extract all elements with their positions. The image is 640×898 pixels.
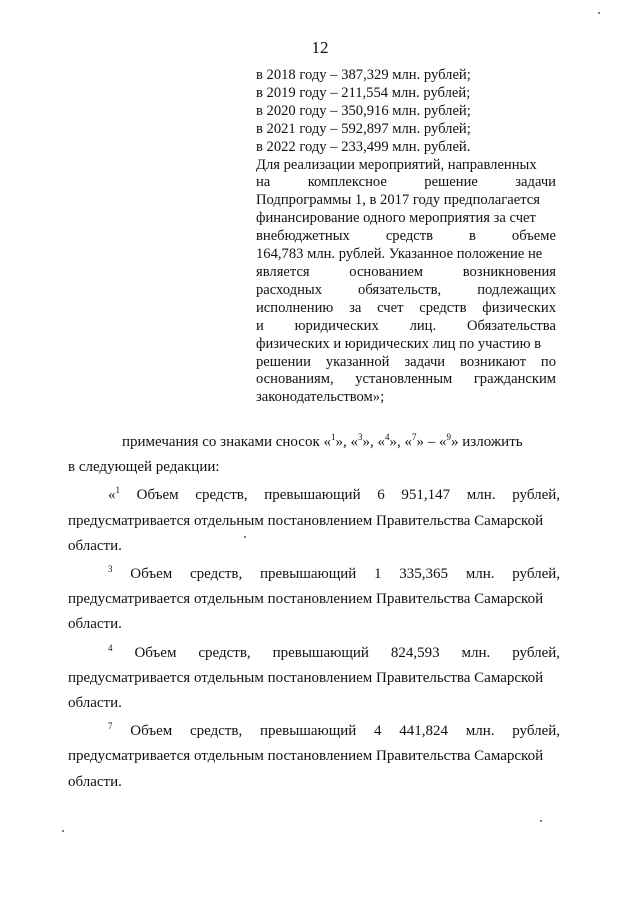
notes-intro-line: в следующей редакции: [68, 459, 220, 476]
footnote-line: области. [68, 537, 122, 554]
paragraph-line: физических и юридических лиц по участию в [256, 335, 542, 352]
paragraph-line: основаниям, установленным гражданским [256, 371, 556, 388]
funding-year-line: в 2020 году – 350,916 млн. рублей; [256, 102, 471, 119]
footnote-line: предусматривается отдельным постановлением Правительства Самарской [68, 748, 544, 765]
funding-year-line: в 2018 году – 387,329 млн. рублей; [256, 67, 471, 83]
footnote-mark: 1 [115, 485, 120, 496]
footnote-line: $^3$ Объем средств, превышающий 1 335,365 млн. рублей, [108, 564, 561, 583]
scan-speck [598, 12, 600, 14]
scan-speck [62, 830, 64, 832]
paragraph-line: внебюджетных средств в объеме [256, 228, 556, 245]
funding-year-line: в 2022 году – 233,499 млн. рублей. [256, 138, 471, 155]
paragraph-line: решении указанной задачи возникают по [256, 353, 556, 370]
paragraph-line: расходных обязательств, подлежащих [256, 281, 556, 298]
paragraph-line: исполнению за счет средств физических [256, 299, 556, 316]
funding-year-line: в 2019 году – 211,554 млн. рублей; [256, 84, 471, 101]
scan-speck [244, 536, 246, 538]
footnote-mark: 7 [108, 721, 113, 732]
paragraph-line: финансирование одного мероприятия за счет [256, 210, 536, 227]
footnote [68, 483, 560, 559]
main-text [68, 430, 560, 795]
paragraph-line: и юридических лиц. Обязательства [256, 317, 556, 334]
notes-intro-line: примечания со знаками сносок «$^1$», «$^3$», «$^4$», «$^7$» – «$^9$» изложить [122, 432, 523, 450]
footnote [68, 641, 560, 717]
footnote-line: $^4$ Объем средств, превышающий 824,593 млн. рублей, [108, 642, 561, 661]
footnote-line: предусматривается отдельным постановлением Правительства Самарской [68, 591, 544, 608]
footnote-mark: 3 [108, 564, 113, 575]
paragraph-line: Подпрограммы 1, в 2017 году предполагается [256, 192, 540, 209]
page-number: 12 [311, 38, 329, 57]
footnote-line: предусматривается отдельным постановлением Правительства Самарской [68, 512, 544, 529]
paragraph-line: Для реализации мероприятий, направленных [256, 156, 537, 173]
paragraph-line: законодательством»; [256, 389, 385, 406]
footnote-line: области. [68, 695, 122, 712]
funding-year-line: в 2021 году – 592,897 млн. рублей; [256, 120, 471, 137]
footnote [68, 562, 560, 638]
scan-speck [540, 820, 542, 822]
footnote-line: $^7$ Объем средств, превышающий 4 441,824 млн. рублей, [108, 721, 561, 740]
footnote-line: области. [68, 773, 122, 790]
footnote-line: области. [68, 616, 122, 633]
paragraph-line: является основанием возникновения [256, 263, 556, 280]
paragraph-line: на комплексное решение задачи [256, 174, 556, 191]
funding-continuation-block [256, 67, 556, 407]
footnote-line: «$^1$ Объем средств, превышающий 6 951,147 млн. рублей, [108, 485, 560, 504]
paragraph-line: 164,783 млн. рублей. Указанное положение не [256, 246, 543, 263]
footnote [68, 719, 560, 795]
footnote-mark: 4 [108, 642, 113, 653]
footnote-line: предусматривается отдельным постановлением Правительства Самарской [68, 669, 544, 686]
